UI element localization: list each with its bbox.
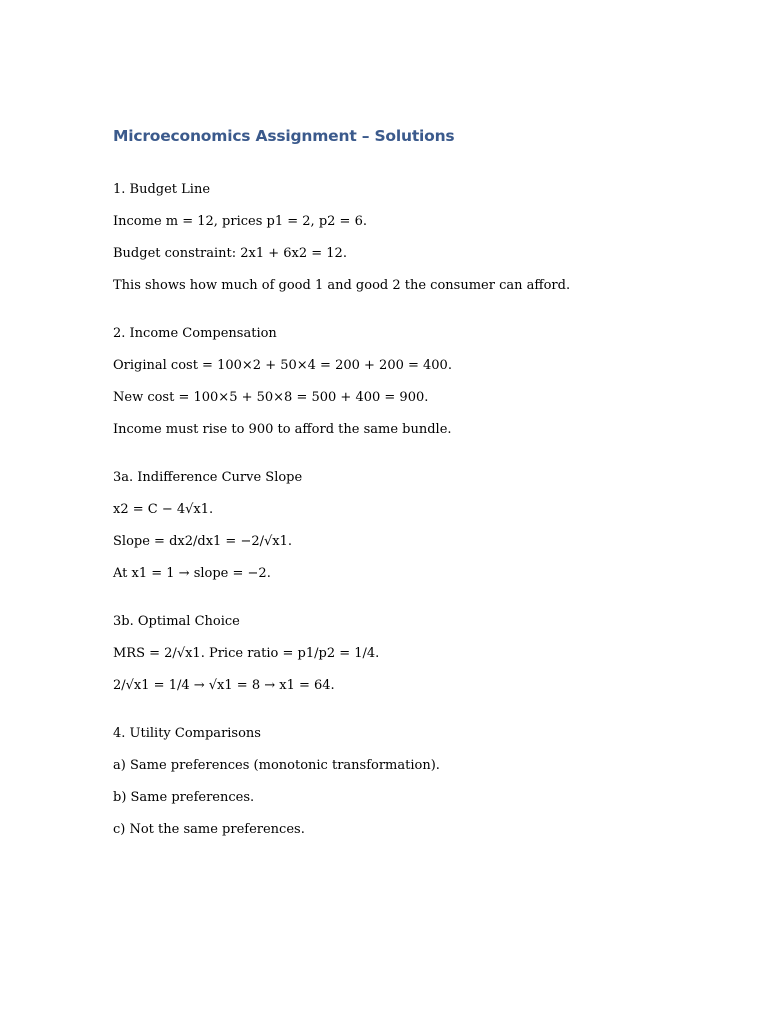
- section-heading: 2. Income Compensation: [113, 326, 277, 341]
- section-optimal-choice: [113, 614, 713, 694]
- section-line: b) Same preferences.: [113, 790, 255, 805]
- section-indifference-curve-slope: [113, 470, 713, 582]
- section-line: Slope = dx2/dx1 = −2/√x1.: [113, 534, 293, 549]
- section-line: This shows how much of good 1 and good 2 the consumer can afford.: [113, 278, 571, 293]
- section-heading: 3a. Indifference Curve Slope: [113, 470, 303, 485]
- section-line: x2 = C − 4√x1.: [113, 502, 214, 517]
- section-line: a) Same preferences (monotonic transformation).: [113, 758, 440, 773]
- section-income-compensation: [113, 326, 713, 438]
- section-line: c) Not the same preferences.: [113, 822, 305, 837]
- section-line: 2/√x1 = 1/4 → √x1 = 8 → x1 = 64.: [113, 678, 335, 693]
- document-body: [113, 182, 713, 838]
- section-utility-comparisons: [113, 726, 713, 838]
- document-title: Microeconomics Assignment – Solutions: [113, 127, 455, 145]
- section-line: Original cost = 100×2 + 50×4 = 200 + 200 = 400.: [113, 358, 452, 373]
- section-line: MRS = 2/√x1. Price ratio = p1/p2 = 1/4.: [113, 646, 380, 661]
- section-budget-line: [113, 182, 713, 294]
- section-line: At x1 = 1 → slope = −2.: [113, 566, 271, 581]
- section-line: Budget constraint: 2x1 + 6x2 = 12.: [113, 246, 347, 261]
- section-line: Income must rise to 900 to afford the same bundle.: [113, 422, 452, 437]
- section-heading: 4. Utility Comparisons: [113, 726, 261, 741]
- section-heading: 3b. Optimal Choice: [113, 614, 240, 629]
- document-page: [113, 124, 713, 870]
- section-heading: 1. Budget Line: [113, 182, 211, 197]
- section-line: Income m = 12, prices p1 = 2, p2 = 6.: [113, 214, 367, 229]
- section-line: New cost = 100×5 + 50×8 = 500 + 400 = 900.: [113, 390, 429, 405]
